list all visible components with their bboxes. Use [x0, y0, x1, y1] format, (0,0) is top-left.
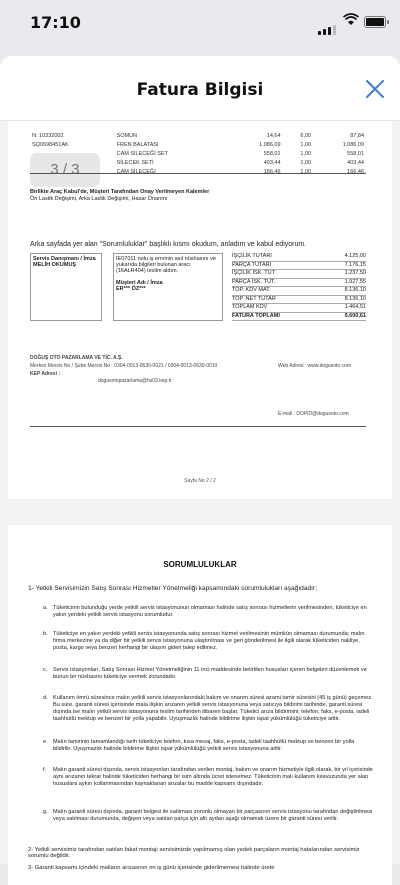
table-cell: SİLECEK SETİ [116, 159, 154, 166]
paragraph-letter: d. [43, 695, 48, 701]
invoice-sheet [0, 56, 400, 871]
total-value: 8.136,10 [344, 287, 366, 293]
total-row [232, 279, 366, 288]
paragraph-letter: f. [43, 767, 47, 773]
table-cell: SQ0698451AK [32, 141, 69, 148]
table-cell: 1,00 [300, 168, 312, 175]
responsibility-item: 2- Yetkili servisimiz tarafından satılan fakat montajı servisimizde yapılmamış olan yedek parçaların montaj hatalarından servisimiz sorumlu değildir. [28, 847, 360, 859]
web-address: Web Adresi : www.dogusoto.com [278, 363, 351, 369]
total-value: 1.464,51 [344, 304, 366, 310]
customer-label: Müşteri Adı / İmza [116, 280, 163, 286]
table-cell: 166,46 [263, 168, 281, 175]
customer-name: ER*** ÖZ*** [116, 286, 146, 292]
consent-title: Birlikte Araç Kabul'de, Müşteri Tarafından Onay Verilmeyen Kalemler [30, 189, 210, 195]
table-cell: 87,84 [350, 132, 364, 139]
email-address: E-mail : DOPID@dogusoto.com [278, 411, 349, 417]
responsibility-paragraph [43, 695, 373, 723]
kep-value: dogusotopazarlama@hs03.kep.tr [98, 378, 172, 384]
sheet-header [0, 56, 400, 121]
total-value: 1.927,55 [344, 278, 366, 285]
signal-icon [318, 17, 338, 35]
table-cell: 166,46 [347, 168, 364, 175]
total-label: PARÇA TUTARI [232, 261, 272, 268]
totals-box [232, 253, 366, 321]
responsibility-paragraph [43, 767, 373, 788]
page-title: Fatura Bilgisi [136, 80, 264, 100]
document-viewer[interactable] [0, 121, 400, 871]
close-icon[interactable] [364, 78, 386, 100]
total-label: FATURA TOPLAMI [232, 312, 280, 319]
responsibilities-title: SORUMLULUKLAR [163, 560, 237, 569]
status-bar [0, 0, 400, 44]
table-row [30, 140, 366, 149]
table-row [30, 131, 366, 140]
table-cell: SOMUN [116, 132, 138, 139]
table-cell: 14,64 [266, 132, 281, 139]
kep-label: KEP Adresi : [30, 371, 61, 377]
delivery-text: IE07011 nolu iş emrinin asıl nüshasını ve yukarıda bilgileri bulunan aracı (16ALR404) teslim aldım. [116, 256, 216, 274]
divider [30, 173, 366, 174]
responsibilities-page [8, 525, 392, 885]
advisor-name: MELİH OKUMUŞ [33, 262, 77, 268]
paragraph-text: Malın garanti süresi dışında, garanti belgesi ile satılması zorunlu olmayan bir parçasının servis istasyonu tarafından değiştirilmesi veya satılması durumunda, değişen veya satılan parça için altı aydan aşağı olmamak üzere bir garanti süresi verilir. [53, 809, 373, 822]
page-number: Sayfa No 2 / 2 [184, 478, 216, 484]
wifi-icon [343, 14, 359, 26]
responsibility-item: 3- Garanti kapsamı içindeki malların arızasının on iş günü içerisinde giderilmemesi halinde ürete [28, 865, 275, 871]
advisor-box [30, 253, 102, 321]
total-row [232, 287, 366, 296]
read-statement: Arka sayfada yer alan "Sorumluluklar" başlıklı kısmı okudum, anladım ve kabul ediyorum. [30, 241, 307, 248]
paragraph-text: Tüketiciye en yakın yerdeki yetkili servis istasyonunda satış sonrası hizmet verilmesinin mümkün olmaması durumunda; malın firma merkezine ya da diğer bir yetkili servis istasyonuna ulaştırılması ve geri gönderilmesi ile ilgili olarak tüketiciden nakliye, posta, kargo veya benzeri herhangi bir ulaşım gideri talep edilmez. [53, 631, 365, 651]
paragraph-letter: a. [43, 605, 48, 611]
table-cell: FREN BALATASI [116, 141, 159, 148]
table-cell: 558,01 [263, 150, 281, 157]
total-row [232, 313, 366, 322]
table-cell: 1,00 [300, 141, 312, 148]
responsibility-paragraph [43, 667, 373, 681]
page-indicator: 3 / 3 [30, 153, 100, 187]
responsibility-paragraph [43, 631, 373, 652]
paragraph-letter: c. [43, 667, 48, 673]
total-label: TOPLAM KDV [232, 304, 268, 310]
total-label: İŞÇİLİK TUTARI [232, 253, 272, 259]
total-value: 9.600,61 [344, 312, 366, 319]
paragraph-letter: e. [43, 739, 48, 745]
mersis-line: Merkez Mersis No / Şube Mersis No : 0304-0013-0630-0021 / 0304-0013-0630-0010 [30, 363, 218, 369]
company-name: DOĞUŞ OTO PAZARLAMA VE TİC. A.Ş. [30, 355, 123, 361]
divider [30, 426, 366, 427]
table-cell: 558,01 [347, 150, 364, 157]
total-row [232, 296, 366, 305]
total-label: İŞÇİLİK İSK. TUT. [232, 270, 276, 276]
table-cell: 403,44 [263, 159, 281, 166]
invoice-page [8, 121, 392, 499]
battery-icon [364, 16, 386, 28]
total-row [232, 304, 366, 313]
table-cell: 6,00 [300, 132, 312, 139]
table-cell: 403,44 [347, 159, 364, 166]
responsibilities-intro: 1- Yetkili Servisimizin Satış Sonrası Hizmetler Yönetmeliği kapsamındaki sorumlulukları aşağıdadır; [28, 585, 318, 592]
total-value: 8.136,10 [344, 295, 366, 302]
paragraph-text: Tüketicinin bulunduğu yerde yetkili servis istasyonunun olmaması halinde satış sonrası hizmetlerin verilmesinden, tüketiciye en yakın yerdeki yetkili servis istasyonu sorumludur. [53, 605, 367, 618]
total-value: 7.176,15 [344, 261, 366, 268]
status-time: 17:10 [30, 13, 81, 32]
total-value: 1.237,50 [344, 270, 366, 276]
paragraph-text: Malın tamirinin tamamlandığı tarih tüketiciye telefon, kısa mesaj, faks, e-posta, iadeli taahhütlü mektup ve benzeri bir yolla bildirilir. Uyuşmazlık halinde bildirime ilişkin ispat yükümlülüğü yetkili servis istasyonuna aittir. [53, 739, 355, 752]
responsibility-paragraph [43, 739, 373, 753]
advisor-label: Servis Danışmanı / İmza [33, 256, 96, 262]
total-row [232, 253, 366, 262]
total-row [232, 262, 366, 271]
paragraph-letter: b. [43, 631, 48, 637]
table-cell: N: 10332002 [32, 132, 64, 139]
table-cell: 1,00 [300, 159, 312, 166]
total-row [232, 270, 366, 279]
table-cell: 1,00 [300, 150, 312, 157]
paragraph-text: Kullanım ömrü süresince malın yetkili servis istasyonlarındaki bakım ve onarım süresi azami tamir süresini (45 iş günü) geçemez. Bu süre, garanti süresi içerisinde mala ilişkin arızanın yetkili servis istasyonuna veya satıcıya bildirimi tarihinde, garanti süresi dışında ise malın yetkili servis istasyonuna teslim tarihinden itibaren başlar. Tüketici arıza bildirimini; telefon, faks, e-posta, iadeli taahhütlü mektup ve benzeri bir yolla yapabilir. Uyuşmazlık halinde bildirime ilişkin ispat yükümlülüğü tüketiciye aittir. [53, 695, 373, 722]
responsibility-paragraph [43, 809, 373, 823]
delivery-box [113, 253, 223, 321]
total-label: TOP. KDV MAT. [232, 287, 271, 293]
table-cell: CAM SİLECEĞİ SET [116, 150, 168, 157]
total-value: 4.125,00 [344, 253, 366, 259]
consent-text: Ön Lastik Değişimi, Arka Lastik Değişimi, Hasar Onarımı [30, 196, 168, 202]
table-cell: 1.086,09 [259, 141, 281, 148]
table-cell: 1.086,09 [342, 141, 364, 148]
paragraph-text: Malın garanti süresi dışında, servis istasyonları tarafından verilen montaj, bakım ve onarım hizmetiyle ilgili olarak, bir yıl içerisinde aynı arızanın tekrar halinde tüketiciden herhangi bir isim altında ücret istenemez. Tüketicinin malı kullanım kılavuzunda yer alan hususlara aykırı kullanmasından kaynaklanan arızalar bu madde kapsamı dışındadır. [53, 767, 373, 787]
total-label: PARÇA İSK. TUT. [232, 278, 276, 285]
responsibility-paragraph [43, 605, 373, 619]
table-cell: CAM SİLECEĞİ [116, 168, 156, 175]
paragraph-text: Servis istasyonları, Satış Sonrası Hizmet Yönetmeliğinin 11 inci maddesinde belirtilen hususları içeren belgeleri düzenlemek ve bunun bir nüshasını tüketiciye vermek zorundadır. [53, 667, 367, 680]
total-label: TOP. NET TUTAR [232, 295, 276, 302]
paragraph-letter: g. [43, 809, 48, 815]
